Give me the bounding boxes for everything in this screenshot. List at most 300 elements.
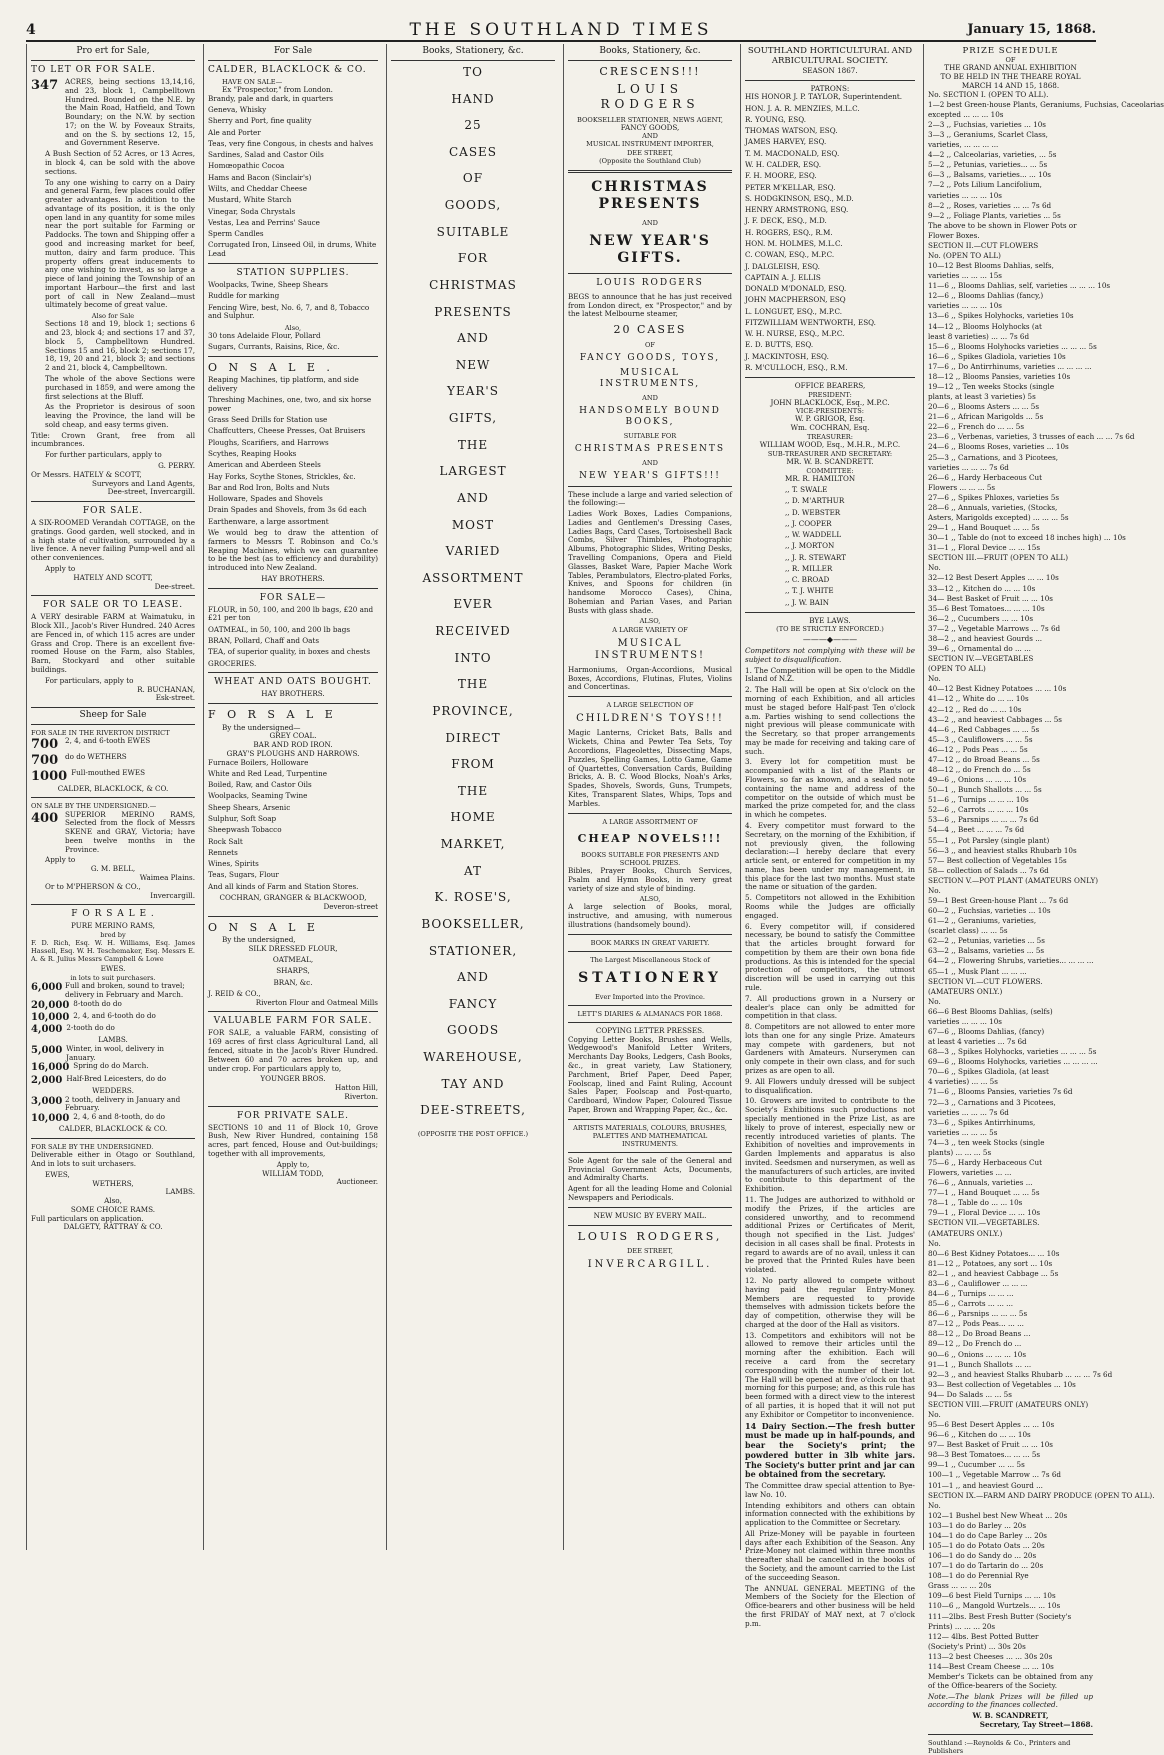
list-item-number: 6,000: [31, 982, 63, 994]
ad-title: FOR SALE—: [259, 592, 327, 603]
ad-body: Title: Crown Grant, free from all incumbrances.: [31, 430, 195, 449]
ad-title: O N S A L E: [208, 920, 319, 934]
prize-entry: SECTION III.—FRUIT (OPEN TO ALL): [928, 553, 1068, 563]
prize-entry: 41—12 ,, White do ... ... 10s: [928, 694, 1029, 704]
prize-entry: 64—2 ,, Flowering Shrubs, varieties... ... ... ...: [928, 956, 1094, 966]
prize-entry: No. SECTION I. (OPEN TO ALL).: [928, 89, 1049, 99]
goods-list: [208, 759, 378, 892]
warning-text: Competitors not complying with these will be subject to disqualification.: [745, 646, 915, 664]
bye-law: 12. No party allowed to compete without having paid the regular Entry-Money. Members are requested to provide themselves with admission tickets before the day of competition, otherwise they will be charged at the door of the Hall as visitors.: [745, 1276, 915, 1329]
ad-subheading: EWES.: [100, 964, 126, 974]
patron-name: L. LONGUET, ESQ., M.P.C.: [745, 306, 843, 316]
patron-name: F. H. MOORE, ESQ.: [745, 171, 817, 181]
ad-line: OF: [462, 171, 484, 186]
prize-entry: 3—3 ,, Geraniums, Scarlet Class,: [928, 130, 1048, 140]
list-item: OATMEAL,: [272, 955, 314, 965]
ad-line: AND: [457, 490, 489, 505]
prize-entry: 15—6 ,, Blooms Holyhocks varieties ... ... ... 5s: [928, 341, 1097, 351]
ad-subheading: A LARGE VARIETY OF: [612, 625, 688, 634]
bye-law: 9. All Flowers unduly dressed will be subject to disqualification.: [745, 1076, 915, 1095]
bye-law: 4. Every competitor must forward to the Secretary, on the morning of the Exhibition, if not previously given, the following declaration:—I hereby declare that every article sent, or entered for competition in my name, has been under my management, in this place for the last two months. Must state the name or situation of the garden.: [745, 820, 915, 892]
ad-subheading: BAR AND ROD IRON.: [253, 740, 333, 750]
prize-entry: 79—1 ,, Floral Device ... ... 10s: [928, 1208, 1041, 1218]
ad-heading: FANCY GOODS, TOYS,: [579, 352, 721, 363]
prize-entry: 95—6 Best Desert Apples ... ... 10s: [928, 1420, 1055, 1430]
prize-entry: (AMATEURS ONLY.): [928, 986, 1003, 996]
list-item: Reaping Machines, tip platform, and side delivery: [208, 375, 359, 393]
prize-entry: 71—6 ,, Blooms Pansies, varieties 7s 6d: [928, 1087, 1073, 1097]
prize-entry: 102—1 Bushel best New Wheat ... 20s: [928, 1510, 1068, 1520]
prize-entry: 65—1 ,, Musk Plant ... ... ...: [928, 966, 1027, 976]
prize-entry: 48—12 ,, do French do ... 5s: [928, 764, 1031, 774]
bye-law: 6. Every competitor will, if considered necessary, be bound to satisfy the Committee that the articles brought forward for competition by them are their own bona fide productions. As this is intended for the special protection of competitors, the utmost discretion will be used in carrying out this rule.: [745, 921, 915, 992]
ad-line: SUITABLE: [436, 224, 510, 239]
prize-entry: 84—6 ,, Turnips ... ... ...: [928, 1289, 1014, 1299]
ad-signature: Or Messrs. HATELY & SCOTT,: [31, 469, 142, 479]
ad-body: Full particulars on application.: [31, 1213, 144, 1223]
ad-signature: Deveron-street: [323, 901, 378, 911]
patron-name: HIS HONOR J. P. TAYLOR, Superintendent.: [745, 92, 903, 102]
ad-line: NEW: [455, 357, 491, 372]
ad-body: ACRES, being sections 13,14,16, and 23, block 1, Campbelltown Hundred. Bounded on the N.E. by the Main Road, Hatfield, and Town Boundary; on the N.W. by section 17; on the W. by Foveaux Straits, and on the S. by sections 12, 15, and Government Reserve.: [65, 76, 195, 148]
patron-name: JOHN MACPHERSON, ESQ: [745, 295, 846, 305]
prize-entry: 72—3 ,, Carnations and 3 Picotees,: [928, 1097, 1056, 1107]
ad-body: Bibles, Prayer Books, Church Services, Psalm and Hymn Books, in very great variety of size and style of binding.: [568, 866, 732, 893]
masthead: [26, 18, 1096, 42]
list-item-number: 10,000: [31, 1011, 70, 1023]
ad-title: VALUABLE FARM FOR SALE.: [213, 1016, 373, 1027]
prize-entry: varieties ... ... ... 15s: [928, 271, 1002, 281]
prize-entry: Grass ... ... ... 20s: [928, 1581, 992, 1591]
list-item-number: 700: [31, 737, 59, 753]
list-item: Ruddle for marking: [208, 291, 280, 301]
patron-name: J. MACKINTOSH, ESQ.: [745, 351, 829, 361]
ad-body: BEGS to announce that he has just received from London direct, ex "Prospector," and by the latest Melbourne steamer,: [568, 291, 732, 319]
prize-entry: 91—1 ,, Bunch Shallots ... ...: [928, 1359, 1032, 1369]
ad-subheading: AND: [642, 132, 658, 141]
list-item: Vinegar, Soda Chrystals: [208, 206, 296, 216]
schedule-title: PRIZE SCHEDULE: [962, 46, 1059, 56]
prize-entry: No.: [928, 563, 941, 573]
ad-title: TO LET OR FOR SALE.: [31, 64, 157, 75]
section-heading: OFFICE BEARERS,: [794, 380, 866, 390]
ad-subheading: Ex "Prospector," from London.: [222, 84, 333, 94]
newspaper-title: THE SOUTHLAND TIMES: [409, 20, 713, 40]
ad-signature: CALDER, BLACKLOCK & CO.: [58, 1124, 168, 1134]
prize-entry: 92—3 ,, and heaviest Stalks Rhubarb ... ... ... 7s 6d: [928, 1369, 1113, 1379]
section-heading: PATRONS:: [810, 83, 850, 93]
prize-entry: 5—2 ,, Petunias, varieties... ... 5s: [928, 160, 1048, 170]
prize-entry: 104—1 do do Cape Barley ... 20s: [928, 1530, 1047, 1540]
ad-body: Sole Agent for the sale of the General and Provincial Government Acts, Documents, and Admiralty Charts.: [568, 1155, 732, 1183]
prize-entry: 67—6 ,, Blooms Dahlias, (fancy): [928, 1027, 1045, 1036]
prize-entry: 89—12 ,, Do French do ...: [928, 1339, 1022, 1349]
prize-entry: 7—2 ,, Pots Lilium Lancifolium,: [928, 180, 1042, 190]
ad-signature: Dee-street.: [154, 581, 195, 591]
ad-body: As the Proprietor is desirous of soon leaving the Province, the land will be sold cheap, and easy terms given.: [45, 402, 195, 429]
ad-apply: Apply to: [45, 564, 76, 573]
list-item-text: do do WETHERS: [65, 751, 127, 761]
ad-line: MARKET,: [440, 837, 506, 852]
list-item: Teas, Sugars, Flour: [208, 870, 279, 880]
prize-entry: 53—6 ,, Parsnips ... ... ... 7s 6d: [928, 815, 1039, 825]
ad-signature: DEE STREET,: [626, 1246, 674, 1255]
ad-title: F O R S A L E .: [71, 909, 155, 920]
list-item-number: 20,000: [31, 999, 70, 1011]
merchant-name: LOUIS RODGERS: [596, 277, 704, 288]
prize-entry: 73—6 ,, Spikes Antirrhinums,: [928, 1117, 1036, 1127]
ad-heading: CHRISTMAS PRESENTS: [574, 443, 726, 454]
prize-entry: 109—6 best Field Turnips ... ... 10s: [928, 1591, 1056, 1601]
ad-line: PROVINCE,: [432, 703, 514, 718]
list-item-number: 4,000: [31, 1023, 63, 1035]
ad-line: DIRECT: [445, 730, 501, 745]
notice-text: All Prize-Money will be payable in fourteen days after each Exhibition of the Season. Any Prize-Money not claimed within three months thereafter shall be cancelled in the books of the Society, and the amount carried to the List of the succeeding Season.: [745, 1528, 915, 1582]
ad-signature: Surveyors and Land Agents,: [91, 478, 195, 488]
ad-subheading: SOME CHOICE RAMS.: [70, 1204, 156, 1214]
list-item: Mustard, White Starch: [208, 195, 292, 205]
ad-signature: Invercargill.: [150, 890, 195, 900]
committee-member: MR. R. HAMILTON: [785, 473, 856, 483]
prize-entry: 107—1 do do Tartarin do ... 20s: [928, 1561, 1044, 1571]
prize-entry: SECTION VIII.—FRUIT (AMATEURS ONLY): [928, 1399, 1089, 1409]
list-item-text: Full and broken, sound to travel; delivery in February and March.: [65, 981, 185, 999]
prize-entry: 59—1 Best Green-house Plant ... 7s 6d: [928, 895, 1069, 905]
column-header: Pro ert for Sale,: [31, 44, 195, 61]
list-item-text: 2 tooth, delivery in January and February.: [65, 1094, 181, 1113]
list-item: SHARPS,: [276, 966, 310, 976]
ad-signature: G. M. BELL,: [90, 864, 136, 874]
prize-entry: 103—1 do do Barley ... 20s: [928, 1520, 1027, 1530]
ad-subheading: SUITABLE FOR: [623, 431, 677, 440]
prize-entry: 13—6 ,, Spikes Holyhocks, varieties 10s: [928, 311, 1074, 321]
ad-line: ASSORTMENT: [422, 570, 524, 585]
prize-entry: 49—6 ,, Onions ... ... ... 10s: [928, 775, 1027, 785]
prize-entry: SECTION VI.—CUT FLOWERS.: [928, 976, 1043, 986]
ad-line: GOODS: [446, 1023, 500, 1038]
prize-entry: 17—6 ,, Do Antirrhinums, varieties ... ... ... ...: [928, 361, 1092, 371]
list-item: Woolpacks, Seaming Twine: [208, 791, 308, 801]
prize-entry: 45—3 ,, Cauliflowers ... ... 5s: [928, 734, 1033, 744]
notice-text: The ANNUAL GENERAL MEETING of the Members of the Society for the Election of Office-bearers and other business will be held the first FRIDAY of MAY next, at 7 o'clock p.m.: [745, 1583, 915, 1628]
prize-entry: varieties ... ... ... 7s 6d: [928, 462, 1009, 472]
prize-entry: varieties ... ... ... 5s: [928, 1127, 998, 1137]
column-header: For Sale: [208, 44, 378, 61]
ad-signature: Hatton Hill,: [334, 1083, 378, 1093]
committee-member: ,, C. BROAD: [785, 575, 830, 585]
prize-entry: 96—6 ,, Kitchen do ... ... 10s: [928, 1430, 1031, 1440]
prize-entry: Flowers ... ... ... 5s: [928, 482, 996, 492]
ad-line: K. ROSE'S,: [434, 890, 512, 905]
notice-text: Intending exhibitors and others can obtain information connected with the exhibitions by application to the Committee or Secretary.: [745, 1500, 915, 1528]
prize-entry: 25—3 ,, Carnations, and 3 Picotees,: [928, 452, 1059, 462]
list-item-number: 10,000: [31, 1113, 70, 1125]
ad-body: FOR SALE, a valuable FARM, consisting of 169 acres of first class Agricultural Land, all fenced, situate in the Jacob's River Hundred. Between 60 and 70 acres broken up, and under crop. For particulars apply to,: [208, 1028, 378, 1073]
ad-body: A SIX-ROOMED Verandah COTTAGE, on the gratings. Good garden, well stocked, and in a high state of cultivation, surrounded by a live fence. A never failing Pump-well and all other conveniences.: [31, 518, 195, 563]
prize-entry: 39—6 ,, Ornamental do ... ...: [928, 644, 1031, 654]
prize-entry: 6—3 ,, Balsams, varieties... ... 10s: [928, 170, 1051, 180]
list-item: Chaffcutters, Cheese Presses, Oat Bruisers: [208, 426, 366, 436]
patron-name: HON. M. HOLMES, M.L.C.: [745, 238, 843, 248]
committee-member: ,, D. M'ARTHUR: [785, 496, 845, 506]
prize-entry: (OPEN TO ALL): [928, 664, 986, 674]
section-subheading: VICE-PRESIDENTS:: [796, 407, 864, 416]
schedule-event: THE GRAND ANNUAL EXHIBITION: [944, 63, 1077, 73]
patron-name: J. F. DECK, ESQ., M.D.: [745, 216, 827, 226]
ad-signature: Dee-street, Invercargill.: [107, 487, 195, 497]
issue-date: January 15, 1868.: [967, 22, 1096, 37]
ad-line: AND: [457, 970, 489, 985]
column-header: Books, Stationery, &c.: [568, 44, 732, 61]
ad-subheading: BOOK MARKS IN GREAT VARIETY.: [590, 938, 710, 947]
list-item: Wines, Spirits: [208, 859, 259, 869]
prize-entry: SECTION IV.—VEGETABLES: [928, 654, 1034, 664]
committee-member: ,, R. MILLER: [785, 563, 833, 573]
prize-entry: SECTION IX.—FARM AND DAIRY PRODUCE (OPEN TO ALL).: [928, 1490, 1155, 1500]
ad-line: FANCY: [448, 996, 498, 1011]
ad-signature: HATELY AND SCOTT,: [73, 572, 153, 582]
ad-signature: HAY BROTHERS.: [261, 689, 325, 699]
prize-entry: SECTION V.—POT PLANT (AMATEURS ONLY): [928, 875, 1099, 885]
prize-entry: 29—1 ,, Hand Bouquet ... ... 5s: [928, 523, 1040, 533]
ad-line: AT: [463, 863, 482, 878]
column-header: Books, Stationery, &c.: [391, 44, 555, 61]
prize-entry: 18—12 ,, Blooms Pansies, varieties 10s: [928, 371, 1071, 381]
prize-entry: 34— Best Basket of Fruit ... ... 10s: [928, 593, 1053, 603]
ad-heading: CHRISTMAS PRESENTS: [591, 178, 709, 212]
ad-line: HAND: [451, 91, 495, 106]
ad-subheading: BOOKSELLER STATIONER, NEWS AGENT,: [577, 115, 723, 124]
list-item-number: 3,000: [31, 1095, 63, 1107]
list-item-text: Winter, in wool, delivery in January.: [66, 1043, 165, 1062]
section-subheading: TREASURER:: [807, 433, 853, 441]
ad-title: WHEAT AND OATS BOUGHT.: [214, 677, 372, 688]
prize-entry: (scarlet class) ... ... 5s: [928, 926, 1008, 936]
list-item: American and Aberdeen Steels: [208, 460, 321, 470]
ad-body: Copying Letter Books, Brushes and Wells, Wedgewood's Manifold Letter Writers, Merchants Day Books, Ledgers, Cash Books, &c., in great variety, Law Stationery, Parchment, Brief Paper, Deed Paper, Foolscap, lined and Faint Ruling, Account Sales Paper, Foolscap and Post-quarto, Cardboard, Window Paper, Coloured Tissue Paper, Brown and Wrapping Paper, &c., &c.: [568, 1034, 732, 1114]
ad-signature: Secretary, Tay Street—1868.: [979, 1719, 1093, 1729]
prize-entry: 87—12 ,, Pods Peas... ... ...: [928, 1319, 1024, 1329]
list-item: Sardines, Salad and Castor Oils: [208, 150, 324, 160]
committee-member: ,, D. WEBSTER: [785, 507, 841, 517]
ad-subheading: Also,: [104, 1196, 122, 1206]
list-item: Geneva, Whisky: [208, 105, 267, 115]
prize-entry: 86—6 ,, Parsnips ... ... ... 5s: [928, 1309, 1028, 1319]
prize-entry: 55—1 ,, Pot Parsley (single plant): [928, 835, 1050, 845]
office-bearer: Wm. COCHRAN, Esq.: [790, 423, 870, 433]
prize-entry: least 8 varieties) ... ... 7s 6d: [928, 331, 1030, 341]
goods-list: [208, 332, 378, 352]
committee-member: ,, J. COOPER: [785, 518, 832, 528]
ad-signature: YOUNGER BROS.: [260, 1074, 326, 1084]
list-item: Earthenware, a large assortment: [208, 516, 329, 526]
committee-member: ,, J. R. STEWART: [785, 552, 846, 562]
prize-entry: 23—6 ,, Verbenas, varieties, 3 trusses of each ... ... 7s 6d: [928, 432, 1135, 442]
list-item-number: 2,000: [31, 1074, 63, 1086]
committee-member: ,, W. WADDELL: [785, 530, 842, 540]
prize-entry: 16—6 ,, Spikes Gladiola, varieties 10s: [928, 351, 1066, 361]
list-item: White and Red Lead, Turpentine: [208, 768, 327, 778]
committee-member: ,, J. MORTON: [785, 541, 835, 551]
ad-subheading: AND: [642, 393, 658, 402]
patron-name: HENRY ARMSTRONG, ESQ.: [745, 205, 849, 215]
ad-body: These include a large and varied selection of the following:—: [568, 489, 732, 508]
prize-entry: The above to be shown in Flower Pots or: [928, 220, 1077, 230]
ad-subheading: AND: [642, 218, 658, 227]
list-item-number: 5,000: [31, 1044, 63, 1056]
patron-name: T. M. MACDONALD, ESQ.: [745, 148, 840, 158]
ad-subheading: FANCY GOODS,: [620, 122, 680, 132]
ad-body: A VERY desirable FARM at Waimatuku, in Block XII., Jacob's River Hundred. 240 Acres are Fenced in, of which 115 acres are under Grass and Crop. There is an excellent five-roomed House on the Farm, also Stables, Barn, Stockyard and other suitable buildings.: [31, 612, 195, 674]
merchant-name: LOUIS RODGERS,: [577, 1229, 723, 1243]
prize-entry: 8—2 ,, Roses, varieties ... ... 7s 6d: [928, 200, 1052, 210]
column-prize-schedule: [923, 44, 1164, 1755]
prize-entry: 31—1 ,, Floral Device ... ... 15s: [928, 543, 1041, 553]
list-item: Sperm Candles: [208, 229, 264, 239]
prize-entry: 77—1 ,, Hand Bouquet ... ... 5s: [928, 1188, 1040, 1198]
prize-entry: 26—6 ,, Hardy Herbaceous Cut: [928, 472, 1043, 482]
prize-entry: 46—12 ,, Pods Peas ... ... 5s: [928, 744, 1028, 754]
ad-signature: INVERCARGILL.: [587, 1258, 713, 1270]
ad-subheading: The Largest Miscellaneous Stock of: [590, 955, 710, 964]
committee-member: ,, T. J. WHITE: [785, 586, 834, 596]
ad-subheading: GRAY'S PLOUGHS AND HARROWS.: [226, 748, 360, 758]
prize-entry: 20—6 ,, Blooms Asters ... ... 5s: [928, 402, 1040, 412]
prize-entry: 54—4 ,, Beet ... ... ... 7s 6d: [928, 825, 1025, 835]
ad-body: SECTIONS 10 and 11 of Block 10, Grove Bush, New River Hundred, containing 158 acres, part fenced, House and Out-buildings; together with all improvements,: [208, 1122, 378, 1158]
list-item: Rennets: [208, 847, 238, 857]
patron-name: FITZWILLIAM WENTWORTH, ESQ.: [745, 317, 876, 327]
patron-name: DONALD M'DONALD, ESQ.: [745, 284, 847, 294]
ad-title: ON SALE BY THE UNDERSIGNED.—: [31, 802, 157, 811]
list-item-text: Spring do do March.: [73, 1061, 149, 1071]
list-item-text: 2, 4, and 6-tooth do do: [73, 1010, 156, 1020]
list-item: Holloware, Spades and Shovels: [208, 494, 323, 504]
ad-title: F O R S A L E: [208, 708, 337, 722]
column-for-sale: [203, 44, 382, 1550]
list-item: Boiled, Raw, and Castor Oils: [208, 780, 312, 790]
dairy-rule: 14 Dairy Section.—The fresh butter must be made up in half-pounds, and bear the Society's print; the powdered butter in 3lb white jars. The Society's butter print and jar can be obtained from the secretary.: [745, 1420, 915, 1480]
prize-entry: No.: [928, 996, 941, 1006]
season: SEASON 1867.: [802, 65, 858, 75]
list-item-number: 700: [31, 752, 59, 768]
ad-subheading: DEE STREET,: [626, 148, 674, 157]
ad-line: YEAR'S: [447, 384, 499, 399]
prize-entry: 22—6 ,, French do ... ... 5s: [928, 422, 1025, 432]
ad-line: GOODS,: [444, 198, 502, 213]
ad-apply: For particulars, apply to: [45, 675, 134, 685]
office-bearer: MR. W. B. SCANDRETT.: [786, 456, 874, 466]
ad-subheading: Also,: [284, 323, 302, 332]
ad-body: F. D. Rich, Esq. W. H. Williams, Esq. James Hassell, Esq. W. H. Teschemaker, Esq. Messrs E. A. & R. Julius Messrs Campbell & Lowe: [31, 939, 195, 964]
ad-subheading: ALSO,: [639, 617, 661, 626]
ad-signature: R. BUCHANAN,: [137, 684, 195, 694]
ad-signature: Esk-street.: [155, 693, 195, 703]
prize-entry: 11—6 ,, Blooms Dahlias, self, varieties ... ... ... 10s: [928, 281, 1111, 291]
patron-name: E. D. BUTTS, ESQ.: [745, 340, 814, 350]
ad-subheading: GREY COAL.: [269, 731, 317, 741]
prize-entry: varieties ... ... ... 10s: [928, 1016, 1002, 1026]
ad-body: We would beg to draw the attention of farmers to Messrs T. Robinson and Co.'s Reaping Machines, which we can guarantee to be the best (as to efficiency and durability) introduced into New Zealand.: [208, 528, 378, 573]
ad-subheading: LETT'S DIARIES & ALMANACS FOR 1868.: [577, 1009, 723, 1018]
list-item: Sugars, Currants, Raisins, Rice, &c.: [208, 341, 340, 351]
list-item-text: Half-Bred Leicesters, do do: [66, 1073, 167, 1083]
goods-list: [208, 95, 378, 259]
ad-heading: STATIONERY: [578, 969, 722, 986]
prize-entry: Flower Boxes.: [928, 230, 980, 240]
prize-entry: (AMATEURS ONLY.): [928, 1228, 1003, 1238]
prize-entry: 88—12 ,, Do Broad Beans ...: [928, 1329, 1031, 1339]
office-bearer: WILLIAM WOOD, Esq., M.H.R., M.P.C.: [759, 440, 901, 450]
column-rose-books-ad: [386, 44, 559, 1550]
ad-body: Sections 18 and 19, block 1; sections 6 and 23, block 4; and sections 17 and 37, block 5, Campbelltown Hundred. Sections 15 and 16, block 2; sections 17, 18, 19, 20 and 21, block 3; and sections 2 and 21, block 4, Campbelltown.: [45, 319, 195, 373]
ad-heading: MUSICAL INSTRUMENTS!: [594, 637, 705, 661]
ad-line: BOOKSELLER,: [421, 916, 525, 931]
ad-line: EVER: [453, 597, 493, 612]
acreage-number: 347: [31, 77, 59, 93]
ad-title: STATION SUPPLIES.: [236, 267, 350, 278]
ad-body: A Bush Section of 52 Acres, or 13 Acres, in block 4, can be sold with the above sections.: [45, 149, 195, 176]
list-item-text: 8-tooth do do: [73, 998, 122, 1008]
ad-subheading: HAVE ON SALE—: [222, 77, 283, 86]
prize-entry: 36—2 ,, Cucumbers ... ... 10s: [928, 613, 1034, 623]
ad-signature: Auctioneer.: [336, 1177, 378, 1187]
prize-entry: 110—6 ,, Mangold Wurtzels... ... 10s: [928, 1601, 1061, 1611]
prize-entry: 35—6 Best Tomatoes... ... ... 10s: [928, 603, 1045, 613]
ad-body: Ladies Work Boxes, Ladies Companions, Ladies and Gentlemen's Dressing Cases, Ladies Bags, Card Cases, Tortoiseshell Back Combs, Silver Thimbles, Photographic Albums, Photographic Slides, Writing Desks, Travelling Companions, Opera and Field Glasses, Basket Ware, Papier Mache Work Tables, Perambulators, Electro-plated Forks, Knives, and Spoons for children (in handsome Morocco Cases), China, Bohemian and Parian Vases, and Parian Busts with glass shade.: [568, 509, 732, 615]
ad-line: FOR: [457, 251, 489, 266]
patron-name: PETER M'KELLAR, ESQ.: [745, 182, 836, 192]
list-item: Teas, very fine Congous, in chests and halves: [208, 138, 374, 148]
ad-body: Deliverable either in Otago or Southland, And in lots to suit urchasers.: [31, 1150, 195, 1168]
prize-entry: 76—6 ,, Annuals, varieties ...: [928, 1178, 1033, 1188]
goods-list: [208, 945, 378, 988]
ad-line: HOME: [450, 810, 496, 825]
section-subheading: PRESIDENT:: [808, 390, 852, 399]
prize-entry: 51—6 ,, Turnips ... ... ... 10s: [928, 795, 1029, 805]
section-heading: BYE LAWS.: [809, 615, 851, 625]
ad-heading: HANDSOMELY BOUND BOOKS,: [579, 405, 721, 427]
prize-entry: varieties ... ... ... 10s: [928, 301, 1002, 311]
column-horticultural-society: SOUTHLAND HORTICULTURAL AND ARBICULTURAL SOCIETY. SEASON 1867. PATRONS: HIS HONOR J. P. TAYLOR, Superintendent. HON. J. A. R. MENZIES, M.L.C. R. YOUNG, ESQ. THOMAS WATSON, ESQ. JAMES HARVEY, ESQ. T. M. MACDONALD, ESQ. W. H. CALDER, ESQ. F. H. MOORE, ESQ. PETER M'KELLAR, ESQ. S. HODGKINSON, ESQ., M.D. HENRY ARMSTRONG, ESQ. J. F. DECK, ESQ., M.D. H. ROGERS, ESQ., R.M. HON. M. HOLMES, M.L.C. C. COWAN, ESQ., M.P.C. J. DALGLEISH, ESQ. CAPTAIN A. J. ELLIS DONALD M'DONALD, ESQ. JOHN MACPHERSON, ESQ L. LONGUET, ESQ., M.P.C. FITZWILLIAM WENTWORTH, ESQ. W. H. NURSE, ESQ., M.P.C. E. D. BUTTS, ESQ. J. MACKINTOSH, ESQ. R. M'CULLOCH, ESQ., R.M. OFFICE BEARERS, PRESIDENT: JOHN BLACKLOCK, Esq., M.P.C. VICE-PRESIDENTS: W. P. GRIGOR, Esq. Wm. COCHRAN, Esq. TREASURER: WILLIAM WOOD, Esq., M.H.R., M.P.C. SUB-TREASURER AND SECRETARY: MR. W. B. SCANDRETT. COMMITTEE: MR. R. HAMILTON ,, T. SWALE ,, D. M'ARTHUR ,, D. WEBSTER ,, J. COOPER ,, W. WADDELL ,, J. MORTON ,, J. R. STEWART ,, R. MILLER ,, C. BROAD ,, T. J. WHITE ,, J. W. BAIN BYE LAWS. (TO BE STRICTLY ENFORCED.) ———◆——— Competitors not complying with these will be subject to disqualification. 1. The Competition will be open to the Middle Island of N.Z. 2. The Hall will be open at Six o'clock on the morning of each Exhibition, and all articles must be staged before Half-past Ten o'clock a.m. Parties wishing to send collections the night previous will please communicate with the Secretary, so that proper arrangements may be made for receiving and taking care of such. 3. Every lot for competition must be accompanied with a list of the Plants or Flowers, so far as known, and a sealed note containing the name and address of the competitor on the outside of which must be marked the prize competed for, and the class in which he competes. 4. Every competitor must forward to the Secretary, on the morning of the Exhibition, if not previously given, the following declaration:—I hereby declare that every article sent, or entered for competition in my name, has been under my management, in this place for the last two months. Must state the name or situation of the garden. 5. Competitors not allowed in the Exhibition Rooms while the Judges are officially engaged. 6. Every competitor will, if considered necessary, be bound to satisfy the Committee that the articles brought forward for competition by them are their own bona fide productions. As this is intended for the special protection of competitors, the utmost discretion will be used in carrying out this rule. 7. All productions grown in a Nursery or dealer's place can only be admitted for competition in that class. 8. Competitors are not allowed to enter more lots than one for any single Prize. Amateurs may compete with gardeners, but not Gardeners with Amateurs. Nurserymen can only compete in their own class, and for such prizes as are open to all. 9. All Flowers unduly dressed will be subject to disqualification. 10. Growers are invited to contribute to the Society's Exhibitions such productions not specially mentioned in the Prize List, as are likely to prove of interest, especially new or recently introduced varieties of plants. The Exhibition of novelties and improvements in Garden Implements and apparatus is also invited. Seedsmen and nurserymen, as well as the manufacturers of such articles, are invited to contribute to this department of the Exhibition. 11. The Judges are authorized to withhold or modify the Prizes, if the articles are considered unworthy, and to recommend additional Prizes or Certificates of Merit, though not specified in the List. Judges' decision in all cases shall be final. Protests in regard to awards are of no avail, unless it can be proved that the Printed Rules have been violated. 12. No party allowed to compete without having paid the regular Entry-Money. Members are requested to provide themselves with admission tickets before the day of competition, otherwise they will be charged at the door of the Hall as visitors. 13. Competitors and exhibitors will not be allowed to remove their articles until the morning after the exhibition. Each will receive a card from the secretary corresponding with the number of their lot. The Hall will be opened at five o'clock on that morning for this purpose; and, as this rule has been formed with a direct view to the interest of all parties, it is hoped that it will not put any Exhibitor or Competitor to inconvenience. 14 Dairy Section.—The fresh butter must be made up in half-pounds, and bear the Society's print; the powdered butter in 3lb white jars. The Society's butter print and jar can be obtained from the secretary. The Committee draw special attention to Bye-law No. 10. Intending exhibitors and others can obtain information connected with the exhibitions by application to the Committee or Secretary. All Prize-Money will be payable in fourteen days after each Exhibition of the Season. Any Prize-Money not claimed within three months thereafter shall be cancelled in the books of the Society, and the amount carried to the List of the succeeding Season. The ANNUAL GENERAL MEETING of the Members of the Society for the Election of Office-bearers and other business will be held the first FRIDAY of MAY next, at 7 o'clock p.m.: [740, 44, 919, 1550]
patron-name: S. HODGKINSON, ESQ., M.D.: [745, 193, 854, 203]
prize-entry: 10—12 Best Blooms Dahlias, selfs,: [928, 261, 1054, 271]
ad-subheading: WEDDERS.: [92, 1085, 134, 1095]
ad-heading: NEW YEAR'S GIFTS!!!: [579, 470, 721, 481]
prize-entry: 61—2 ,, Geraniums, varieties,: [928, 916, 1037, 926]
prize-entry: 101—1 ,, and heaviest Gourd ...: [928, 1480, 1043, 1490]
notice-text: The Committee draw special attention to Bye-law No. 10.: [745, 1481, 915, 1499]
list-item: GROCERIES.: [208, 658, 257, 668]
patron-name: CAPTAIN A. J. ELLIS: [745, 272, 821, 282]
ad-heading: MUSICAL INSTRUMENTS,: [599, 367, 701, 389]
ad-subheading: By the undersigned—: [222, 722, 301, 732]
prize-entry: SECTION VII.—VEGETABLES.: [928, 1218, 1040, 1228]
ad-line: CHRISTMAS: [429, 277, 517, 292]
list-item: EWES,: [45, 1169, 70, 1179]
prize-entry: 43—2 ,, and heaviest Cabbages ... 5s: [928, 714, 1062, 724]
list-item: FLOUR, in 50, 100, and 200 lb bags, £20 and £21 per ton: [208, 604, 374, 623]
prize-entry: 98—3 Best Tomatoes... ... ... 5s: [928, 1450, 1041, 1460]
ad-body: The whole of the above Sections were purchased in 1859, and were among the first selections at the Bluff.: [45, 373, 195, 401]
ad-line: INTO: [454, 650, 492, 665]
prize-entry: 28—6 ,, Annuals, varieties, (Stocks,: [928, 502, 1058, 512]
prize-entry: 42—12 ,, Red do ... ... 10s: [928, 704, 1022, 714]
ad-signature: Waimea Plains.: [139, 872, 195, 882]
list-item: WETHERS,: [92, 1178, 134, 1188]
prize-entry: 32—12 Best Desert Apples ... ... 10s: [928, 573, 1059, 583]
list-item: Homœopathic Cocoa: [208, 161, 285, 171]
